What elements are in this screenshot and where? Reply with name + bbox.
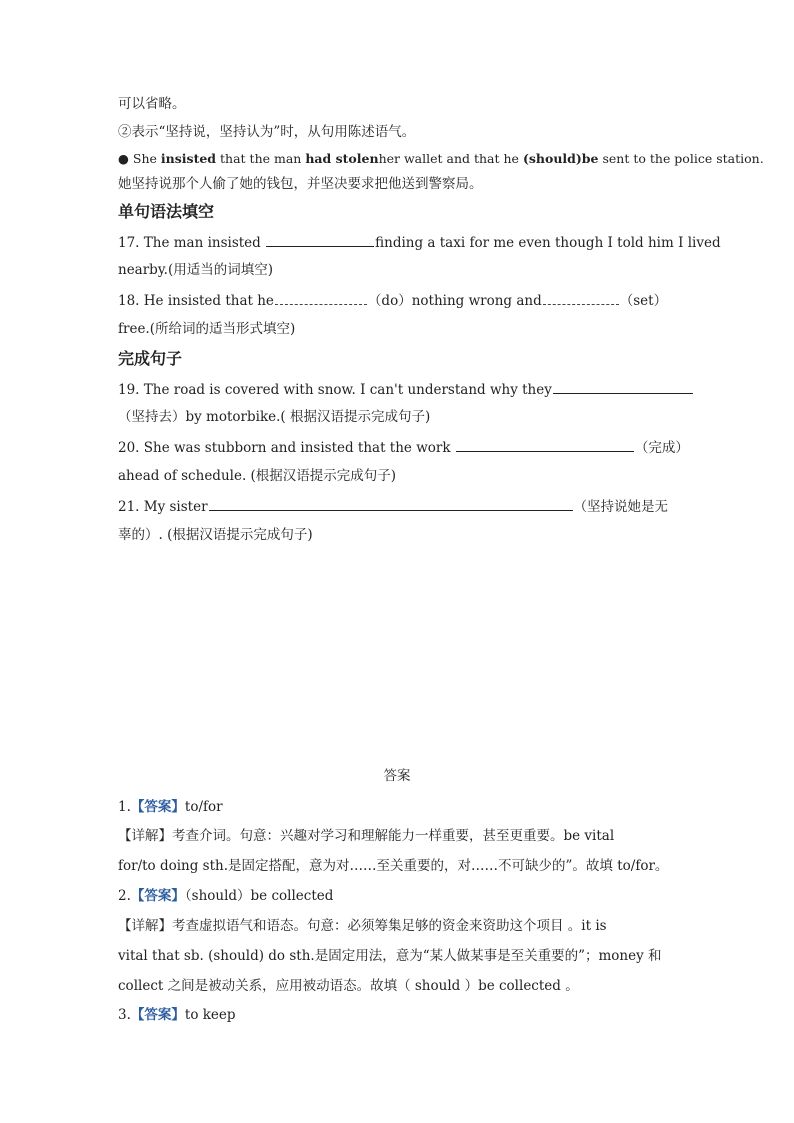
answer-blank-17[interactable] [266,232,374,247]
question-17-cont: nearby.(用适当的词填空) [118,262,273,278]
note-line-2: ②表示“坚持说，坚持认为”时，从句用陈述语气。 [118,124,416,140]
detail-tag: 【详解】 [118,918,172,934]
answer-tag: 【答案】 [130,888,185,904]
question-21: 21. My sister （坚持说她是无 [118,496,688,517]
example-translation: 她坚持说那个人偷了她的钱包，并坚决要求把他送到警察局。 [118,176,483,192]
keyword-should-be: (should)be [522,151,599,166]
answer-blank-20[interactable] [456,437,634,452]
keyword-insisted: insisted [160,151,217,166]
answer-blank-21[interactable] [209,496,573,511]
answer-1-detail-2: for/to doing sth.是固定搭配，意为对……至关重要的，对……不可缺少的”。故填 to/for。 [118,858,669,874]
note-line-1: 可以省略。 [118,96,186,112]
question-18-cont: free.(所给词的适当形式填空) [118,321,296,337]
answer-1-detail-1: 【详解】考查介词。句意：兴趣对学习和理解能力一样重要，甚至更重要。be vital [118,828,615,844]
question-17: 17. The man insisted finding a taxi for me even though I told him I lived [118,232,688,253]
question-21-cont: 辜的）. (根据汉语提示完成句子) [118,527,313,543]
question-20: 20. She was stubborn and insisted that the work （完成） [118,437,688,458]
answer-2: 2.【答案】（should）be collected [118,888,334,904]
bullet: ● [118,151,129,166]
answer-3: 3.【答案】to keep [118,1007,236,1023]
section-heading-complete-sentences: 完成句子 [118,349,183,368]
example-sentence: ● She insisted that the man had stolenher wallet and that he (should)be sent to the police station. [118,151,764,166]
answer-2-detail-2: vital that sb. (should) do sth.是固定用法，意为“某人做某事是至关重要的”；money 和 [118,948,662,964]
answer-tag: 【答案】 [130,799,185,815]
answer-2-detail-3: collect 之间是被动关系，应用被动语态。故填（ should ）be collected 。 [118,978,579,994]
answer-1: 1.【答案】to/for [118,799,223,815]
answer-tag: 【答案】 [130,1007,185,1023]
detail-tag: 【详解】 [118,828,172,844]
answer-blank-18a[interactable] [275,290,367,305]
question-20-cont: ahead of schedule. (根据汉语提示完成句子) [118,468,397,484]
question-19-cont: （坚持去）by motorbike.( 根据汉语提示完成句子) [118,409,431,425]
answer-blank-18b[interactable] [543,290,619,305]
answer-2-detail-1: 【详解】考查虚拟语气和语态。句意：必须筹集足够的资金来资助这个项目 。it is [118,918,607,934]
answer-blank-19[interactable] [553,379,693,394]
question-18: 18. He insisted that he （do）nothing wrong and （set） [118,290,688,311]
section-heading-grammar-fill: 单句语法填空 [118,202,215,221]
keyword-had-stolen: had stolen [305,151,379,166]
answers-title: 答案 [383,768,411,784]
question-19: 19. The road is covered with snow. I can't understand why they [118,379,688,400]
